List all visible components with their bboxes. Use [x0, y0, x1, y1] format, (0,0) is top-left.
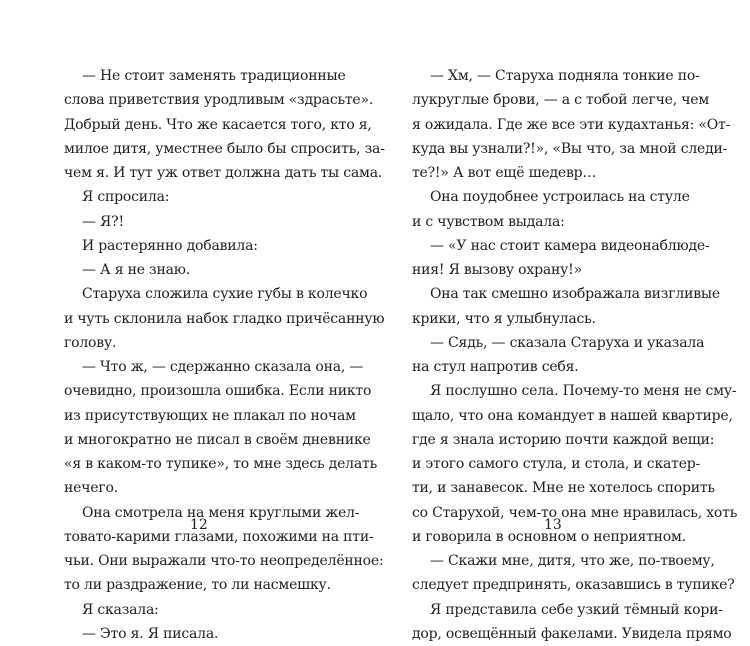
text-line: товато-карими глазами, похожими на пти-	[64, 528, 374, 545]
text-line: милое дитя, уместнее было бы спросить, за-	[64, 140, 385, 157]
text-line: Добрый день. Что же касается того, кто я,	[64, 116, 372, 133]
text-line: — «У нас стоит камера видеонаблюде-	[430, 237, 710, 254]
text-line: Я представила себе узкий тёмный кори-	[430, 601, 723, 618]
left-page-text	[64, 64, 385, 646]
text-line: И растерянно добавила:	[82, 237, 258, 254]
text-line: дор, освещённый факелами. Увидела прямо	[412, 625, 732, 642]
text-line: крики, что я улыбнулась.	[412, 310, 596, 327]
text-line: следует предпринять, оказавшись в тупике?	[412, 577, 735, 594]
text-line: где я знала историю почти каждой вещи:	[412, 431, 715, 448]
text-line: Она так смешно изображала визгливые	[430, 286, 720, 303]
text-line: лукруглые брови, — а с тобой легче, чем	[412, 92, 710, 109]
text-line: «я в каком-то тупике», то мне здесь делать	[64, 456, 377, 472]
text-line: Она смотрела на меня круглыми жел-	[82, 504, 360, 521]
text-line: — Это я. Я писала.	[82, 625, 219, 642]
text-line: то ли раздражение, то ли насмешку.	[64, 577, 331, 594]
text-line: ния! Я вызову охрану!»	[412, 262, 582, 278]
text-line: на стул напротив себя.	[412, 359, 579, 375]
text-line: Я послушно села. Почему-то меня не сму-	[430, 383, 737, 400]
right-page-text	[412, 64, 738, 646]
text-line: ти, и занавесок. Мне не хотелось спорить	[412, 480, 715, 497]
left-page-number: 12	[190, 517, 208, 533]
text-line: и чуть склонила набок гладко причёсанную	[64, 310, 385, 327]
text-line: куда вы узнали?!», «Вы что, за мной следи-	[412, 140, 728, 157]
text-line: чьи. Они выражали что-то неопределённое:	[64, 553, 384, 569]
text-line: из присутствующих не плакал по ночам	[64, 407, 356, 424]
right-page-number: 13	[544, 517, 562, 533]
text-line: и говорила в основном о неприятном.	[412, 528, 686, 545]
text-line: — А я не знаю.	[82, 262, 191, 278]
text-line: и этого самого стула, и стола, и скатер-	[412, 456, 701, 472]
text-line: — Что ж, — сдержанно сказала она, —	[82, 359, 364, 375]
text-line: чем я. И тут уж ответ должна дать ты сама.	[64, 165, 383, 181]
text-line: и многократно не писал в своём дневнике	[64, 431, 371, 448]
text-line: я ожидала. Где же все эти кудахтанья: «От-	[412, 116, 731, 133]
text-line: Она поудобнее устроилась на стуле	[430, 189, 690, 206]
text-line: слова приветствия уродливым «здрасьте».	[64, 92, 374, 109]
text-line: щало, что она командует в нашей квартире,	[412, 407, 733, 424]
text-line: — Скажи мне, дитя, что же, по-твоему,	[430, 553, 715, 569]
text-line: голову.	[64, 334, 117, 351]
text-line: Старуха сложила сухие губы в колечко	[82, 286, 368, 303]
text-line: Я сказала:	[82, 601, 159, 618]
text-line: — Не стоит заменять традиционные	[82, 68, 346, 84]
text-line: — Хм, — Старуха подняла тонкие по-	[430, 68, 700, 84]
text-line: нечего.	[64, 480, 118, 497]
text-line: — Сядь, — сказала Старуха и указала	[430, 334, 705, 351]
text-line: со Старухой, чем-то она мне нравилась, хоть	[412, 504, 738, 521]
text-line: те?!» А вот ещё шедевр…	[412, 165, 597, 181]
text-line: и с чувством выдала:	[412, 213, 565, 230]
text-line: очевидно, произошла ошибка. Если никто	[64, 383, 372, 400]
text-line: — Я?!	[82, 213, 124, 230]
text-line: Я спросила:	[82, 189, 170, 206]
